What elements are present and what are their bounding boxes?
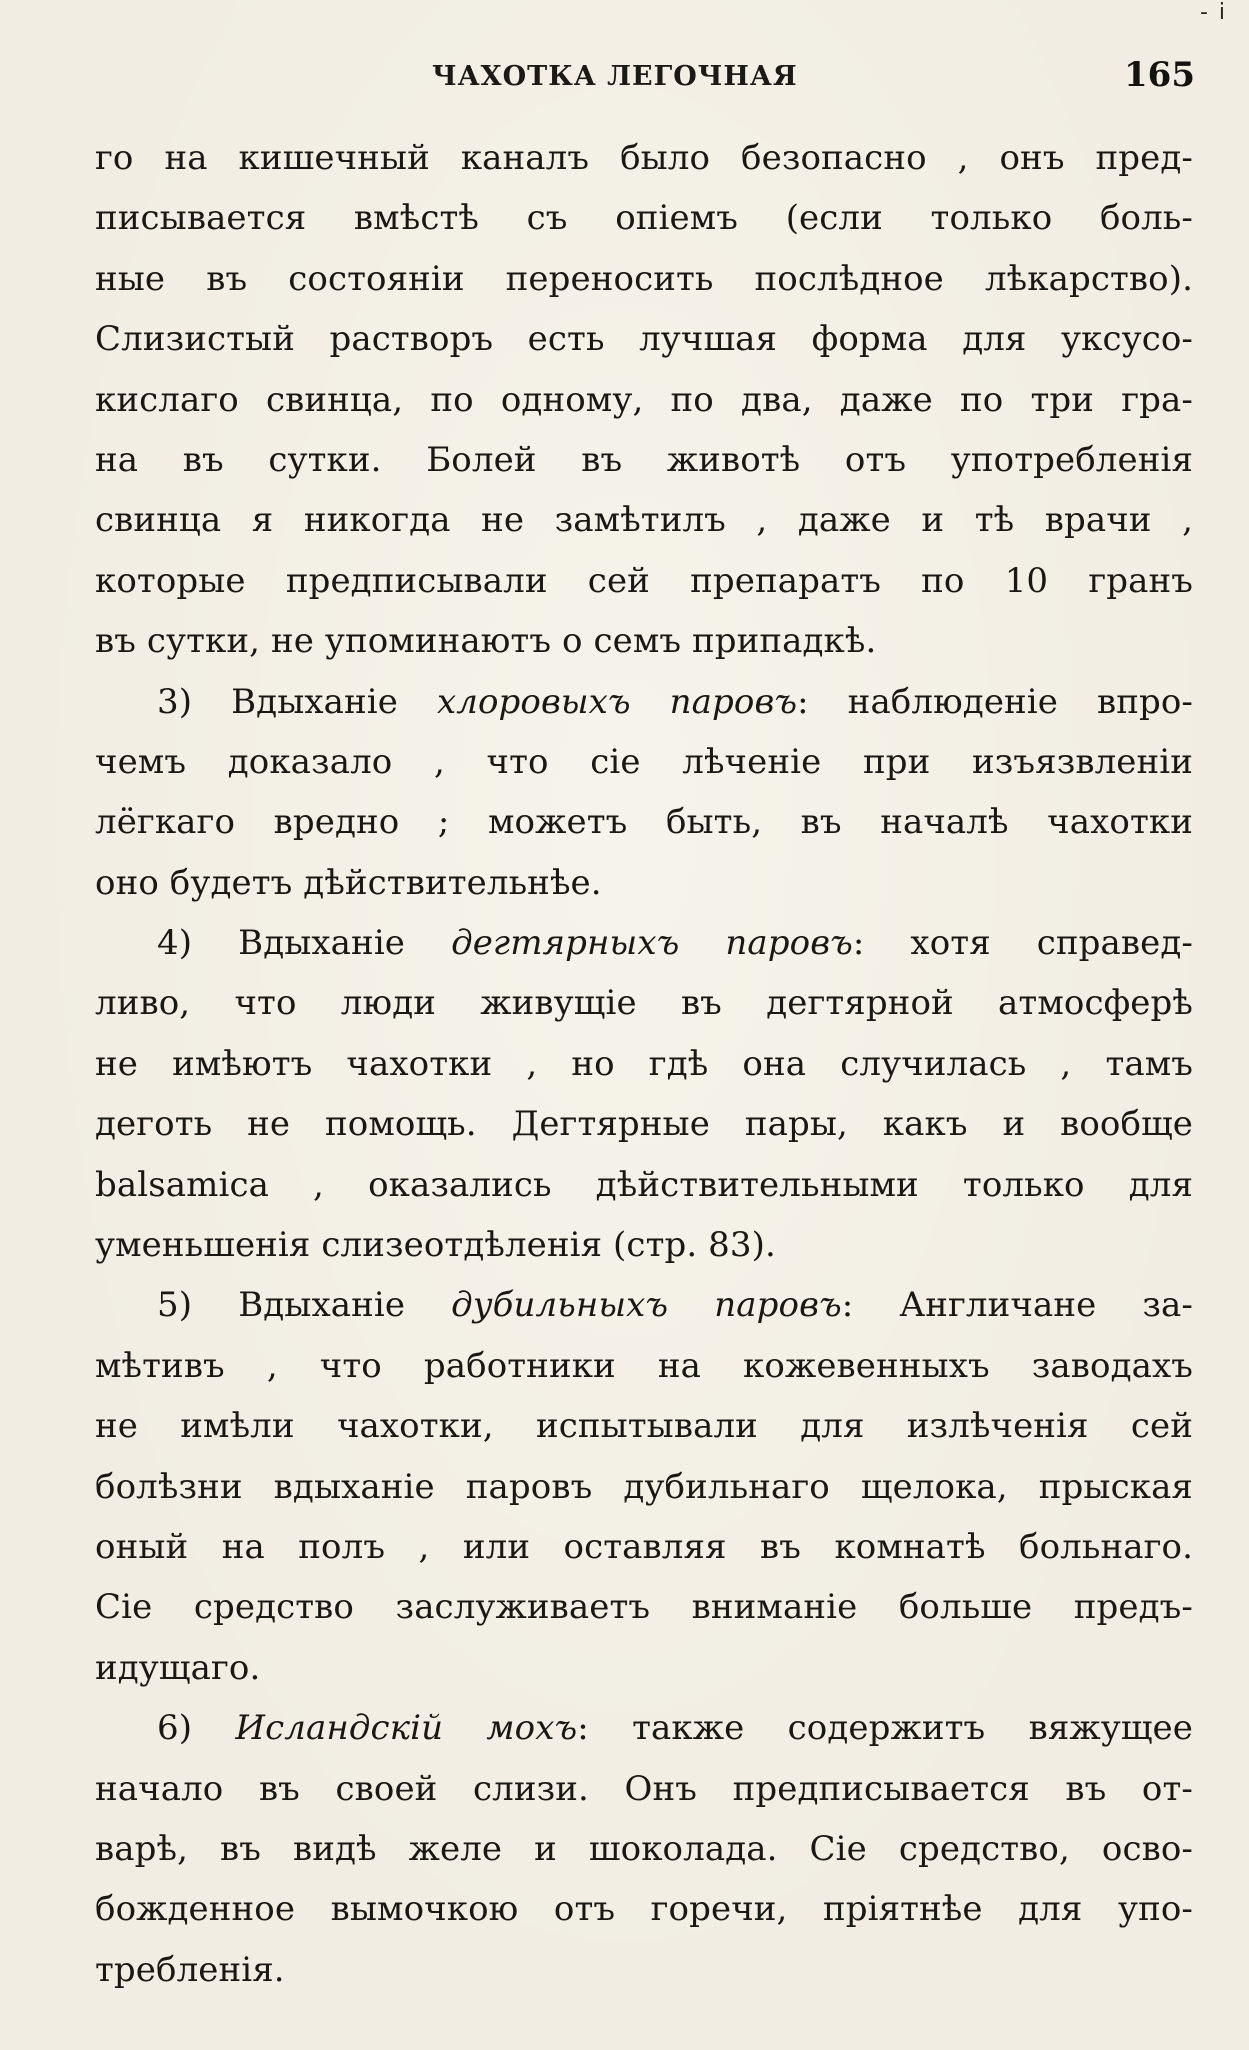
- text-line: [95, 1517, 1193, 1577]
- text-line: [95, 128, 1193, 188]
- text-run: ные въ состояніи переносить послѣдное лѣкарство).: [95, 258, 1193, 299]
- text-line: [95, 1698, 1193, 1758]
- text-run: божденное вымочкою отъ горечи, пріятнѣе для упо-: [95, 1889, 1193, 1930]
- text-line: [95, 430, 1193, 490]
- text-line: [95, 1638, 1193, 1698]
- text-run: на въ сутки. Болей въ животѣ отъ употребленія: [95, 439, 1193, 480]
- italic-term: дегтярныхъ паровъ: [451, 923, 853, 964]
- edge-marks: - i: [1199, 0, 1227, 25]
- text-run: ливо, что люди живущіе въ дегтярной атмосферѣ: [95, 983, 1193, 1024]
- text-run: 3) Вдыханіе: [157, 681, 437, 722]
- text-line: [95, 1155, 1193, 1215]
- body-text: [95, 128, 1193, 2000]
- text-run: болѣзни вдыханіе паровъ дубильнаго щелока, прыская: [95, 1466, 1193, 1507]
- text-line: [95, 1215, 1193, 1275]
- italic-term: Исландскій мохъ: [235, 1708, 578, 1749]
- text-run: начало въ своей слизи. Онъ предписывается въ от-: [95, 1768, 1193, 1809]
- text-run: не имѣли чахотки, испытывали для излѣченія сей: [95, 1406, 1193, 1447]
- text-line: [95, 249, 1193, 309]
- italic-term: хлоровыхъ паровъ: [436, 681, 798, 722]
- text-run: мѣтивъ , что работники на кожевенныхъ заводахъ: [95, 1345, 1193, 1386]
- text-run: деготь не помощь. Дегтярные пары, какъ и вообще: [95, 1104, 1193, 1145]
- page-number: 165: [1124, 55, 1195, 95]
- text-line: [95, 973, 1193, 1033]
- text-run: требленія.: [95, 1949, 285, 1990]
- text-run: оно будетъ дѣйствительнѣе.: [95, 862, 602, 903]
- text-line: [95, 853, 1193, 913]
- text-line: [95, 732, 1193, 792]
- text-line: [95, 913, 1193, 973]
- text-line: [95, 792, 1193, 852]
- text-run: въ сутки, не упоминаютъ о семъ припадкѣ.: [95, 621, 877, 662]
- italic-term: дубильныхъ паровъ: [451, 1285, 842, 1326]
- text-run: : также содержитъ вяжущее: [577, 1708, 1193, 1749]
- text-run: оный на полъ , или оставляя въ комнатѣ больнаго.: [95, 1526, 1193, 1567]
- text-line: [95, 309, 1193, 369]
- text-run: : хотя справед-: [852, 923, 1193, 964]
- text-line: [95, 188, 1193, 248]
- text-line: [95, 1577, 1193, 1637]
- text-run: 5) Вдыханіе: [157, 1285, 452, 1326]
- text-run: идущаго.: [95, 1647, 261, 1688]
- text-line: [95, 1094, 1193, 1154]
- text-run: balsamica , оказались дѣйствительными только для: [95, 1164, 1193, 1205]
- text-run: варѣ, въ видѣ желе и шоколада. Сіе средство, осво-: [95, 1828, 1193, 1869]
- text-line: [95, 551, 1193, 611]
- text-run: которые предписывали сей препаратъ по 10 гранъ: [95, 560, 1193, 601]
- text-line: [95, 1275, 1193, 1335]
- text-run: лёгкаго вредно ; можетъ быть, въ началѣ чахотки: [95, 802, 1193, 843]
- text-line: [95, 1940, 1193, 2000]
- text-run: чемъ доказало , что сіе лѣченіе при изъязвленіи: [95, 741, 1193, 782]
- page-header: [95, 55, 1195, 105]
- text-line: [95, 1879, 1193, 1939]
- text-line: [95, 672, 1193, 732]
- running-head: ЧАХОТКА ЛЕГОЧНАЯ: [432, 61, 798, 92]
- text-run: писывается вмѣстѣ съ опіемъ (если только боль-: [95, 198, 1193, 239]
- text-line: [95, 490, 1193, 550]
- text-run: уменьшенія слизеотдѣленія (стр. 83).: [95, 1225, 776, 1266]
- text-line: [95, 1336, 1193, 1396]
- text-line: [95, 370, 1193, 430]
- text-run: : Англичане за-: [841, 1285, 1193, 1326]
- text-line: [95, 1819, 1193, 1879]
- text-line: [95, 1759, 1193, 1819]
- text-run: Сіе средство заслуживаетъ вниманіе больше предъ-: [95, 1587, 1193, 1628]
- text-line: [95, 1034, 1193, 1094]
- text-run: : наблюденіе впро-: [797, 681, 1193, 722]
- text-run: го на кишечный каналъ было безопасно , онъ пред-: [95, 138, 1193, 178]
- text-run: 4) Вдыханіе: [157, 923, 452, 964]
- text-run: 6): [157, 1708, 236, 1749]
- text-run: свинца я никогда не замѣтилъ , даже и тѣ врачи ,: [95, 500, 1193, 541]
- text-line: [95, 1396, 1193, 1456]
- text-line: [95, 611, 1193, 671]
- text-run: кислаго свинца, по одному, по два, даже по три гра-: [95, 379, 1193, 420]
- text-run: Слизистый растворъ есть лучшая форма для уксусо-: [95, 319, 1193, 360]
- text-line: [95, 1457, 1193, 1517]
- text-run: не имѣютъ чахотки , но гдѣ она случилась , тамъ: [95, 1043, 1193, 1084]
